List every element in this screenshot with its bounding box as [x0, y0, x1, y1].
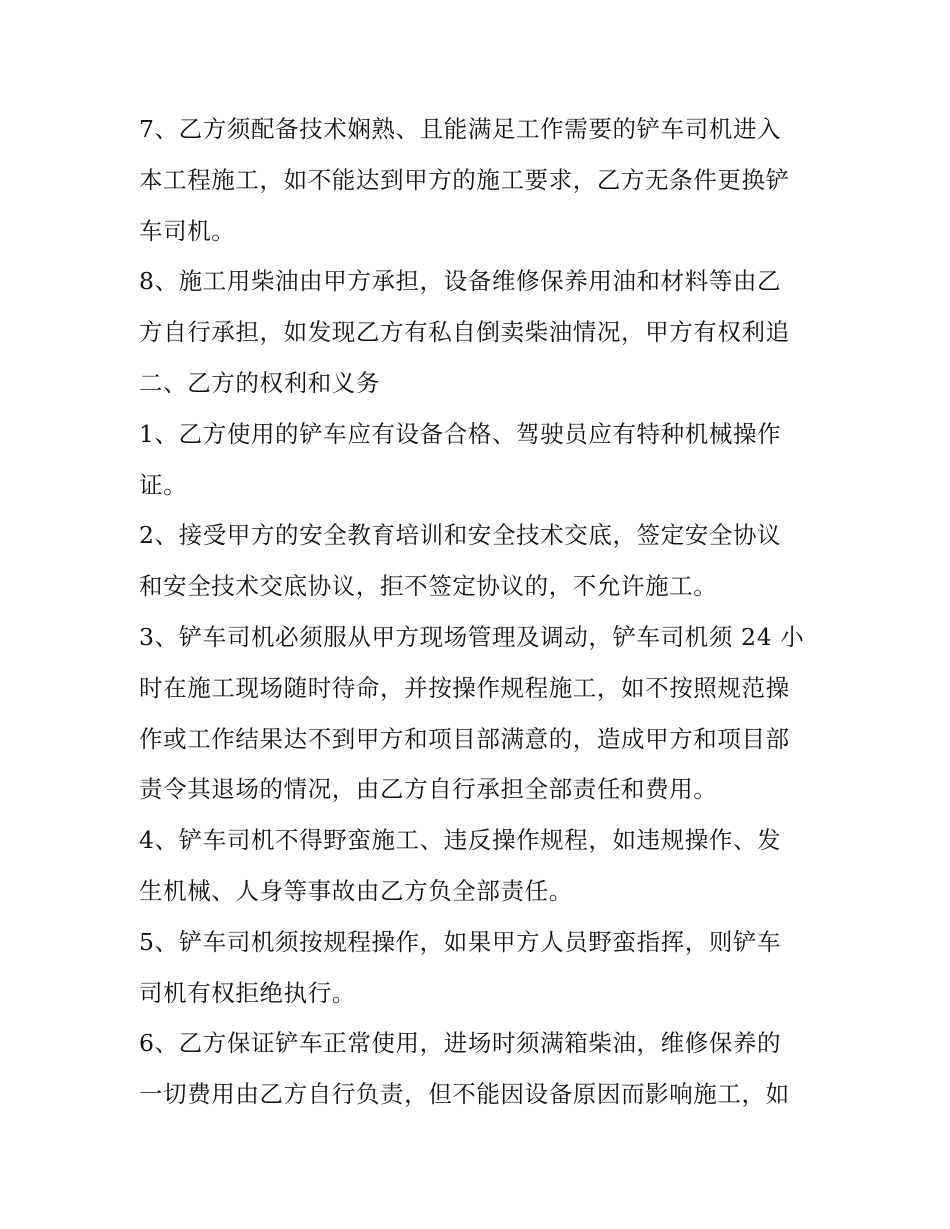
text-line: 和安全技术交底协议，拒不签定协议的，不允许施工。 [139, 572, 718, 601]
text-line: 生机械、人身等事故由乙方负全部责任。 [139, 876, 573, 905]
text-line: 7、乙方须配备技术娴熟、且能满足工作需要的铲车司机进入 [139, 115, 782, 143]
section-heading: 二、乙方的权利和义务 [139, 368, 380, 397]
document-body [139, 104, 819, 1120]
text-line: 1、乙方使用的铲车应有设备合格、驾驶员应有特种机械操作 [139, 419, 782, 448]
text-line: 一切费用由乙方自行负责，但不能因设备原因而影响施工，如 [139, 1080, 790, 1109]
text-line: 5、铲车司机须按规程操作，如果甲方人员野蛮指挥，则铲车 [139, 927, 782, 956]
text-line: 8、施工用柴油由甲方承担，设备维修保养用油和材料等由乙 [139, 267, 782, 296]
text-line: 证。 [139, 470, 188, 499]
text-line: 车司机。 [139, 216, 236, 245]
text-line: 本工程施工，如不能达到甲方的施工要求，乙方无条件更换铲 [139, 165, 790, 194]
text-line: 3、铲车司机必须服从甲方现场管理及调动，铲车司机须 24 小 [139, 622, 805, 651]
text-line: 2、接受甲方的安全教育培训和安全技术交底，签定安全协议 [139, 521, 782, 550]
text-line: 6、乙方保证铲车正常使用，进场时须满箱柴油，维修保养的 [139, 1029, 782, 1058]
text-line: 作或工作结果达不到甲方和项目部满意的，造成甲方和项目部 [139, 724, 790, 753]
text-line: 方自行承担，如发现乙方有私自倒卖柴油情况，甲方有权利追 [139, 318, 790, 347]
text-line: 责令其退场的情况，由乙方自行承担全部责任和费用。 [139, 775, 718, 804]
text-line: 司机有权拒绝执行。 [139, 978, 356, 1007]
text-line: 时在施工现场随时待命，并按操作规程施工，如不按照规范操 [139, 673, 790, 702]
text-line: 4、铲车司机不得野蛮施工、违反操作规程，如违规操作、发 [139, 826, 782, 855]
